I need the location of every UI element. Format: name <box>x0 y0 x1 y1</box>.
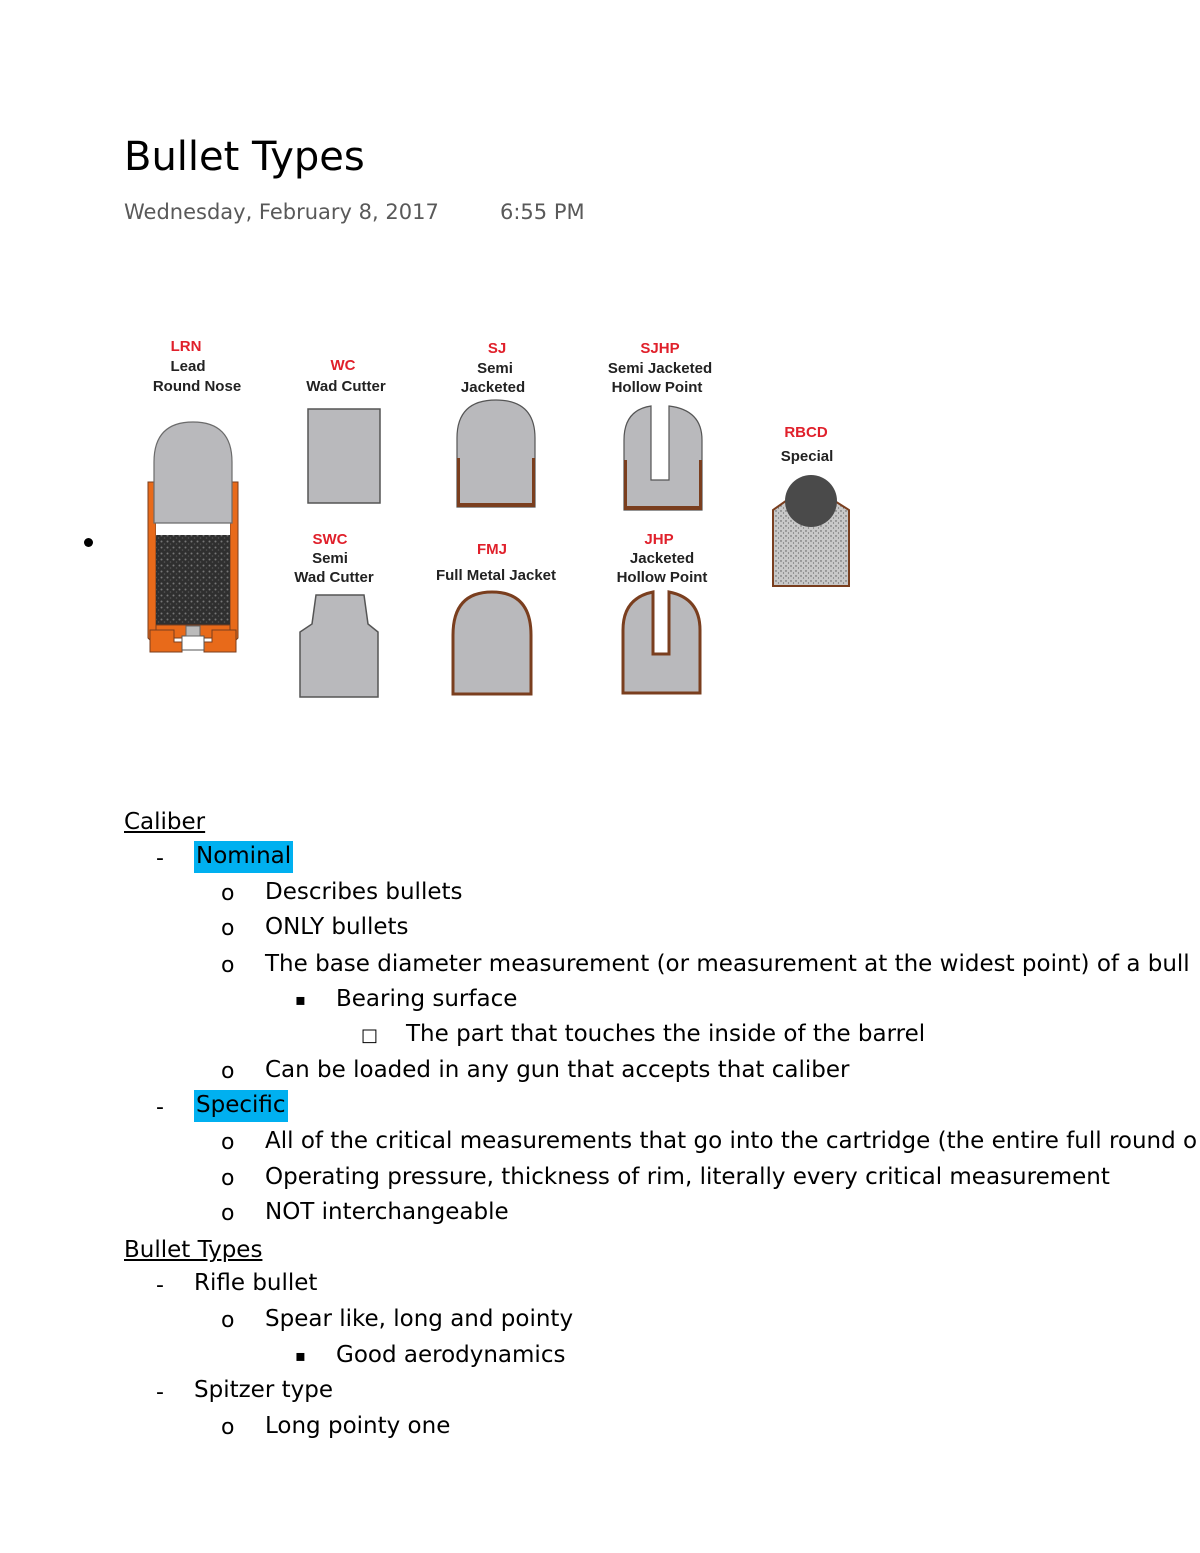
label-name-sj-1: Semi <box>477 360 513 377</box>
rbcd-shape <box>773 475 849 586</box>
page-date: Wednesday, February 8, 2017 <box>124 200 439 224</box>
nominal-highlight: Nominal <box>194 841 293 873</box>
wc-shape <box>308 409 380 503</box>
dash-marker: - <box>156 1273 164 1298</box>
square-marker: ▪ <box>295 1346 306 1365</box>
label-code-fmj: FMJ <box>477 541 507 558</box>
list-item: Bearing surface <box>336 986 518 1012</box>
circle-marker: o <box>221 916 235 941</box>
bullet-types-diagram <box>130 330 870 710</box>
circle-marker: o <box>221 1130 235 1155</box>
list-item: Spitzer type <box>194 1377 333 1403</box>
page-title: Bullet Types <box>124 134 365 180</box>
jhp-shape <box>623 592 700 693</box>
circle-marker: o <box>221 881 235 906</box>
box-marker: □ <box>361 1025 379 1046</box>
list-item: ONLY bullets <box>265 914 409 940</box>
dash-marker: - <box>156 846 164 871</box>
page-time: 6:55 PM <box>500 200 585 224</box>
circle-marker: o <box>221 953 235 978</box>
list-item: The part that touches the inside of the barrel <box>406 1021 926 1047</box>
label-code-sjhp: SJHP <box>640 340 680 357</box>
specific-label <box>194 1091 288 1119</box>
label-code-swc: SWC <box>312 531 348 548</box>
list-item: NOT interchangeable <box>265 1199 509 1225</box>
label-name-fmj-1: Full Metal Jacket <box>435 567 557 584</box>
list-bullet-icon <box>84 538 93 547</box>
circle-marker: o <box>221 1166 235 1191</box>
label-name-lrn-2: Round Nose <box>152 378 242 395</box>
circle-marker: o <box>221 1059 235 1084</box>
label-code-lrn: LRN <box>170 338 202 355</box>
list-item: Spear like, long and pointy <box>265 1306 574 1332</box>
swc-shape <box>300 595 378 697</box>
list-item: Good aerodynamics <box>336 1342 566 1368</box>
fmj-shape <box>453 592 531 694</box>
section-heading-bullet-types: Bullet Types <box>124 1237 263 1263</box>
label-name-wc-1: Wad Cutter <box>306 378 386 395</box>
dash-marker: - <box>156 1380 164 1405</box>
circle-marker: o <box>221 1201 235 1226</box>
sjhp-shape <box>624 406 702 510</box>
section-heading-caliber: Caliber <box>124 809 206 835</box>
sj-shape <box>457 400 535 507</box>
list-item: Can be loaded in any gun that accepts that caliber <box>265 1057 850 1083</box>
label-name-rbcd-1: Special <box>780 448 834 465</box>
label-name-jhp-2: Hollow Point <box>616 569 708 586</box>
label-name-sjhp-2: Hollow Point <box>611 379 703 396</box>
list-item: Operating pressure, thickness of rim, literally every critical measurement <box>265 1164 1110 1190</box>
list-item: All of the critical measurements that go into the cartridge (the entire full round o <box>265 1128 1198 1154</box>
label-name-sj-2: Jacketed <box>460 379 526 396</box>
square-marker: ▪ <box>295 990 306 1009</box>
label-code-sj: SJ <box>487 340 507 357</box>
nominal-label <box>194 842 293 870</box>
label-name-jhp-1: Jacketed <box>629 550 695 567</box>
label-code-wc: WC <box>330 357 356 374</box>
label-name-sjhp-1: Semi Jacketed <box>607 360 713 377</box>
list-item: Long pointy one <box>265 1413 451 1439</box>
list-item: Describes bullets <box>265 879 463 905</box>
label-name-swc-1: Semi <box>312 550 348 567</box>
lrn-cartridge-shape <box>148 422 238 652</box>
label-code-jhp: JHP <box>644 531 674 548</box>
specific-highlight: Specific <box>194 1090 288 1122</box>
list-item: Rifle bullet <box>194 1270 318 1296</box>
list-item: The base diameter measurement (or measurement at the widest point) of a bull <box>265 951 1190 977</box>
label-name-swc-2: Wad Cutter <box>294 569 374 586</box>
circle-marker: o <box>221 1308 235 1333</box>
label-code-rbcd: RBCD <box>784 424 828 441</box>
circle-marker: o <box>221 1415 235 1440</box>
dash-marker: - <box>156 1095 164 1120</box>
label-name-lrn-1: Lead <box>170 358 206 375</box>
